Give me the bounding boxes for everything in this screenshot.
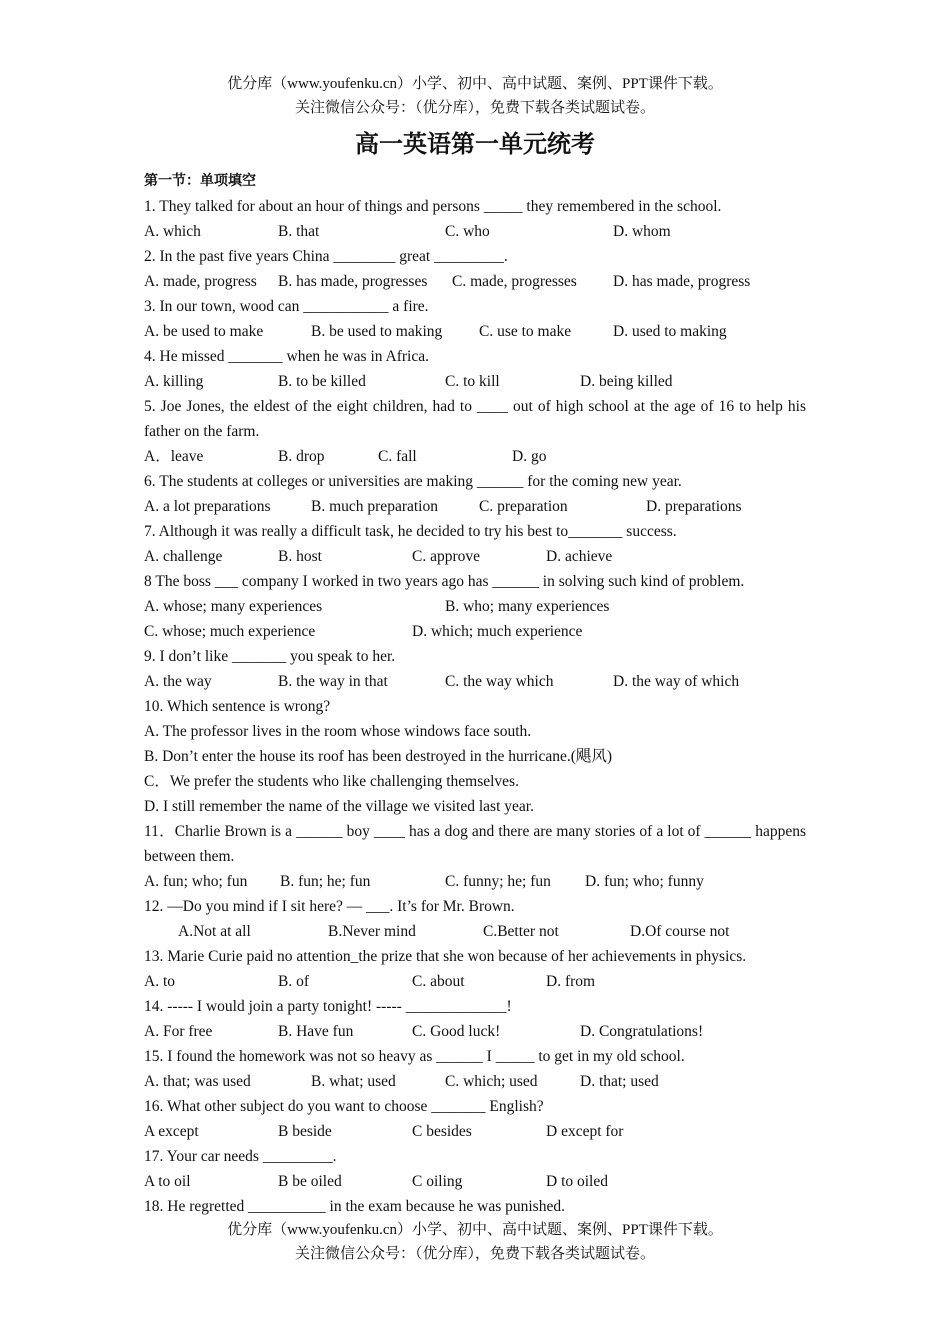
option-b: B. host [278, 548, 322, 565]
option-d: D. used to making [613, 323, 727, 340]
footer-line-2: 关注微信公众号：（优分库），免费下载各类试题试卷。 [294, 1246, 655, 1262]
option-a: A.Not at all [178, 923, 251, 940]
option-d: D. has made, progress [613, 273, 751, 290]
question-stem: 6. The students at colleges or universities are making ______ for the coming new year. [144, 473, 682, 490]
question-stem: 15. I found the homework was not so heavy as ______ I _____ to get in my old school. [144, 1048, 685, 1065]
footer-line-1: 优分库（www.youfenku.cn）小学、初中、高中试题、案例、PPT课件下载。 [227, 1222, 723, 1238]
option-a: A. a lot preparations [144, 498, 271, 515]
option-d: D. being killed [580, 373, 673, 390]
option-d: D. which; much experience [412, 623, 583, 640]
question-stem: 11．Charlie Brown is a ______ boy ____ has a dog and there are many stories of a lot of ______ happens between them. [144, 823, 806, 865]
option-d: D. from [546, 973, 596, 990]
option-d: D.Of course not [630, 923, 730, 940]
question-stem: 12. —Do you mind if I sit here? — ___. It’s for Mr. Brown. [144, 898, 515, 915]
question-stem: 13. Marie Curie paid no attention_the prize that she won because of her achievements in physics. [144, 948, 747, 965]
header-line-1: 优分库（www.youfenku.cn）小学、初中、高中试题、案例、PPT课件下载。 [227, 76, 723, 92]
option-a: A to oil [144, 1173, 191, 1190]
option-row [144, 444, 806, 469]
option-d: D. achieve [546, 548, 613, 565]
option-c: C. Good luck! [412, 1023, 501, 1040]
option-c: C. preparation [479, 498, 568, 515]
question-stem: 3. In our town, wood can ___________ a fire. [144, 298, 429, 315]
option-d: D except for [546, 1123, 624, 1140]
option-a: A. that; was used [144, 1073, 251, 1090]
question-stem: 1. They talked for about an hour of things and persons _____ they remembered in the school. [144, 198, 722, 215]
option-row [144, 869, 806, 894]
question-stem: 2. In the past five years China ________ great _________. [144, 248, 508, 265]
option-a: A．leave [144, 448, 204, 465]
option-c: C. which; used [445, 1073, 538, 1090]
option-c: C besides [412, 1123, 472, 1140]
option-b: B beside [278, 1123, 332, 1140]
option-a: A. made, progress [144, 273, 257, 290]
option-b: B. what; used [311, 1073, 396, 1090]
option-row [144, 319, 806, 344]
option-c: C. to kill [445, 373, 500, 390]
option-b: B. Don’t enter the house its roof has been destroyed in the hurricane.(飓风) [144, 748, 613, 765]
option-c: C. use to make [479, 323, 572, 340]
option-c: C. fall [378, 448, 417, 465]
option-c: C. funny; he; fun [445, 873, 551, 890]
option-c: C.Better not [483, 923, 559, 940]
question-stem: 8 The boss ___ company I worked in two years ago has ______ in solving such kind of problem. [144, 573, 745, 590]
option-b: B. that [278, 223, 320, 240]
question-stem: 7. Although it was really a difficult task, he decided to try his best to_______ success. [144, 523, 677, 540]
section-title: 第一节：单项填空 [144, 173, 256, 189]
option-d: D. whom [613, 223, 671, 240]
option-row [144, 1169, 806, 1194]
question-list [144, 194, 806, 1219]
option-a: A except [144, 1123, 199, 1140]
option-b: B. to be killed [278, 373, 366, 390]
option-c: C. about [412, 973, 465, 990]
question-stem: 16. What other subject do you want to choose _______ English? [144, 1098, 544, 1115]
option-a: A. fun; who; fun [144, 873, 248, 890]
option-d: D. the way of which [613, 673, 740, 690]
option-row [144, 269, 806, 294]
option-d: D. Congratulations! [580, 1023, 704, 1040]
option-b: B be oiled [278, 1173, 342, 1190]
option-a: A. the way [144, 673, 212, 690]
header-line-2: 关注微信公众号：（优分库），免费下载各类试题试卷。 [294, 100, 655, 116]
option-c: C. approve [412, 548, 481, 565]
page-footer [0, 1218, 950, 1266]
option-row [144, 619, 806, 644]
option-a: A. The professor lives in the room whose windows face south. [144, 723, 532, 740]
option-row [144, 919, 806, 944]
option-c: C. who [445, 223, 490, 240]
question-stem: 4. He missed _______ when he was in Africa. [144, 348, 429, 365]
option-b: B. has made, progresses [278, 273, 428, 290]
question-stem: 9. I don’t like _______ you speak to her. [144, 648, 396, 665]
page-header [0, 72, 950, 120]
option-row [144, 1119, 806, 1144]
option-b: B. fun; he; fun [280, 873, 371, 890]
page-title: 高一英语第一单元统考 [355, 130, 595, 158]
option-b: B. be used to making [311, 323, 443, 340]
option-c: C. made, progresses [452, 273, 577, 290]
option-b: B. the way in that [278, 673, 388, 690]
question-stem: 5. Joe Jones, the eldest of the eight children, had to ____ out of high school at the age of 16 to help his father on the farm. [144, 398, 806, 440]
option-a: A. to [144, 973, 175, 990]
option-row [144, 594, 806, 619]
option-b: B. of [278, 973, 309, 990]
question-stem: 10. Which sentence is wrong? [144, 698, 331, 715]
question-stem: 17. Your car needs _________. [144, 1148, 337, 1165]
option-row [144, 219, 806, 244]
option-a: A. For free [144, 1023, 213, 1040]
option-c: C. whose; much experience [144, 623, 316, 640]
option-d: D to oiled [546, 1173, 608, 1190]
option-a: A. challenge [144, 548, 223, 565]
option-a: A. whose; many experiences [144, 598, 323, 615]
option-d: D. I still remember the name of the village we visited last year. [144, 798, 534, 815]
option-row [144, 969, 806, 994]
option-b: B. drop [278, 448, 325, 465]
option-a: A. which [144, 223, 201, 240]
option-c: C．We prefer the students who like challenging themselves. [144, 773, 519, 790]
option-row [144, 494, 806, 519]
option-d: D. that; used [580, 1073, 659, 1090]
option-c: C oiling [412, 1173, 463, 1190]
option-a: A. killing [144, 373, 204, 390]
option-b: B. much preparation [311, 498, 438, 515]
option-row [144, 1019, 806, 1044]
option-b: B. who; many experiences [445, 598, 610, 615]
option-b: B.Never mind [328, 923, 416, 940]
option-d: D. go [512, 448, 547, 465]
question-stem: 14. ----- I would join a party tonight! ----- _____________! [144, 998, 512, 1015]
option-row [144, 544, 806, 569]
option-b: B. Have fun [278, 1023, 354, 1040]
option-d: D. preparations [646, 498, 742, 515]
option-c: C. the way which [445, 673, 554, 690]
option-d: D. fun; who; funny [585, 873, 704, 890]
option-a: A. be used to make [144, 323, 264, 340]
option-row [144, 669, 806, 694]
option-row [144, 369, 806, 394]
option-row [144, 1069, 806, 1094]
question-stem: 18. He regretted __________ in the exam because he was punished. [144, 1198, 565, 1215]
